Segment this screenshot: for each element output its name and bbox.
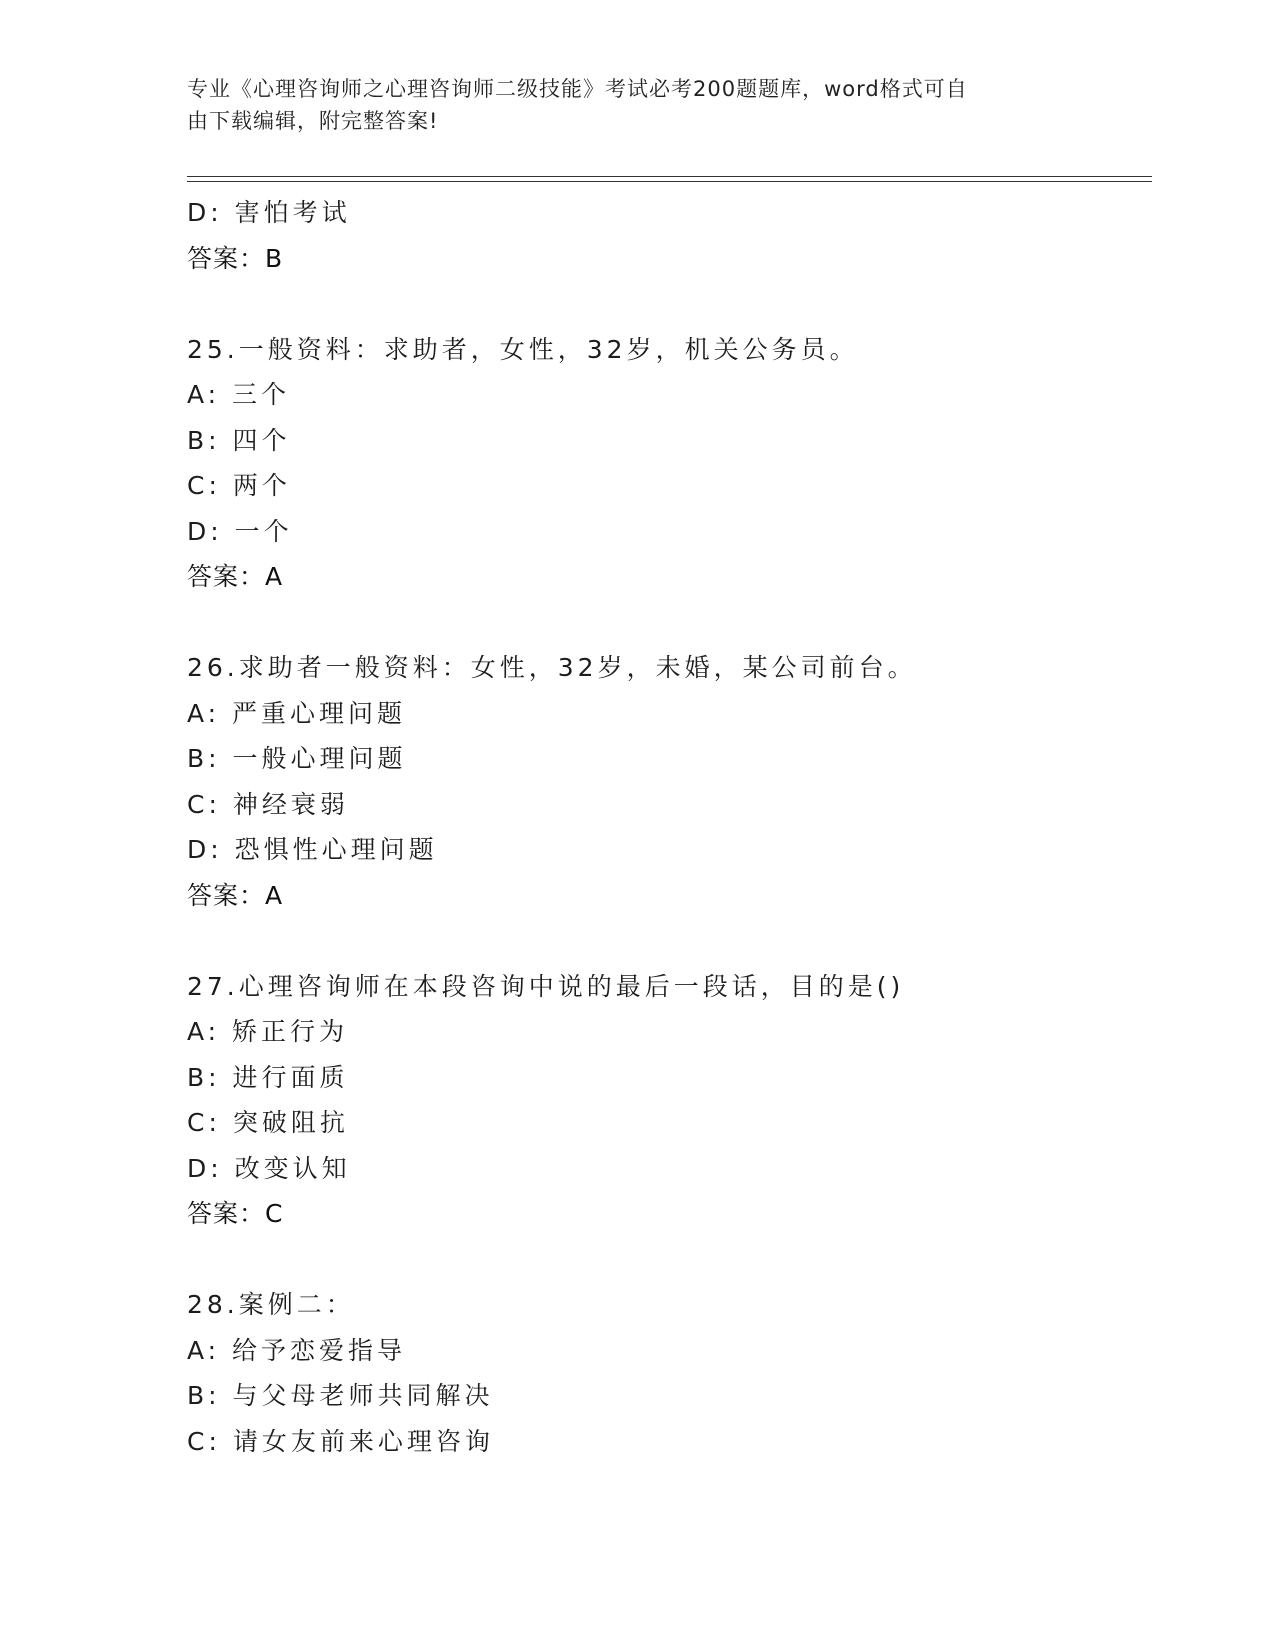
question-26 bbox=[187, 645, 1147, 918]
option-d: D: 改变认知 bbox=[187, 1153, 351, 1183]
question-stem: 27.心理咨询师在本段咨询中说的最后一段话，目的是() bbox=[187, 971, 905, 1001]
question-stem: 26.求助者一般资料：女性，32岁，未婚，某公司前台。 bbox=[187, 653, 917, 682]
option-b: B: 进行面质 bbox=[187, 1062, 349, 1092]
header-line-1: 专业《心理咨询师之心理咨询师二级技能》考试必考200题题库，word格式可自 bbox=[187, 77, 968, 101]
answer-line: 答案：B bbox=[187, 243, 284, 273]
question-28 bbox=[187, 1282, 1147, 1464]
option-c: C: 神经衰弱 bbox=[187, 789, 349, 819]
question-stem: 28.案例二： bbox=[187, 1290, 355, 1319]
option-d: D: 一个 bbox=[187, 516, 293, 546]
option-b: B: 一般心理问题 bbox=[187, 744, 407, 773]
option-d: D: 恐惧性心理问题 bbox=[187, 835, 438, 864]
question-27 bbox=[187, 964, 1147, 1237]
spacer bbox=[187, 281, 1147, 327]
spacer bbox=[187, 600, 1147, 646]
option-b: B: 与父母老师共同解决 bbox=[187, 1381, 494, 1410]
header-divider-top bbox=[187, 176, 1152, 177]
answer-line: 答案：A bbox=[187, 880, 284, 910]
option-b: B: 四个 bbox=[187, 425, 291, 455]
option-a: A: 矫正行为 bbox=[187, 1017, 349, 1046]
option-a: A: 给予恋爱指导 bbox=[187, 1335, 407, 1365]
header-divider-bottom bbox=[187, 181, 1152, 182]
answer-line: 答案：A bbox=[187, 562, 284, 591]
option-d: D: 害怕考试 bbox=[187, 198, 351, 227]
option-c: C: 请女友前来心理咨询 bbox=[187, 1426, 494, 1456]
question-25 bbox=[187, 327, 1147, 600]
spacer bbox=[187, 918, 1147, 964]
option-c: C: 两个 bbox=[187, 471, 291, 500]
spacer bbox=[187, 1237, 1147, 1283]
answer-line: 答案：C bbox=[187, 1199, 284, 1228]
option-a: A: 严重心理问题 bbox=[187, 698, 407, 728]
question-stem: 25.一般资料：求助者，女性，32岁，机关公务员。 bbox=[187, 334, 859, 364]
document-header bbox=[187, 73, 1067, 137]
header-line-2: 由下载编辑，附完整答案! bbox=[187, 109, 439, 133]
question-list bbox=[187, 190, 1147, 1464]
option-a: A: 三个 bbox=[187, 380, 291, 409]
option-c: C: 突破阻抗 bbox=[187, 1108, 349, 1137]
